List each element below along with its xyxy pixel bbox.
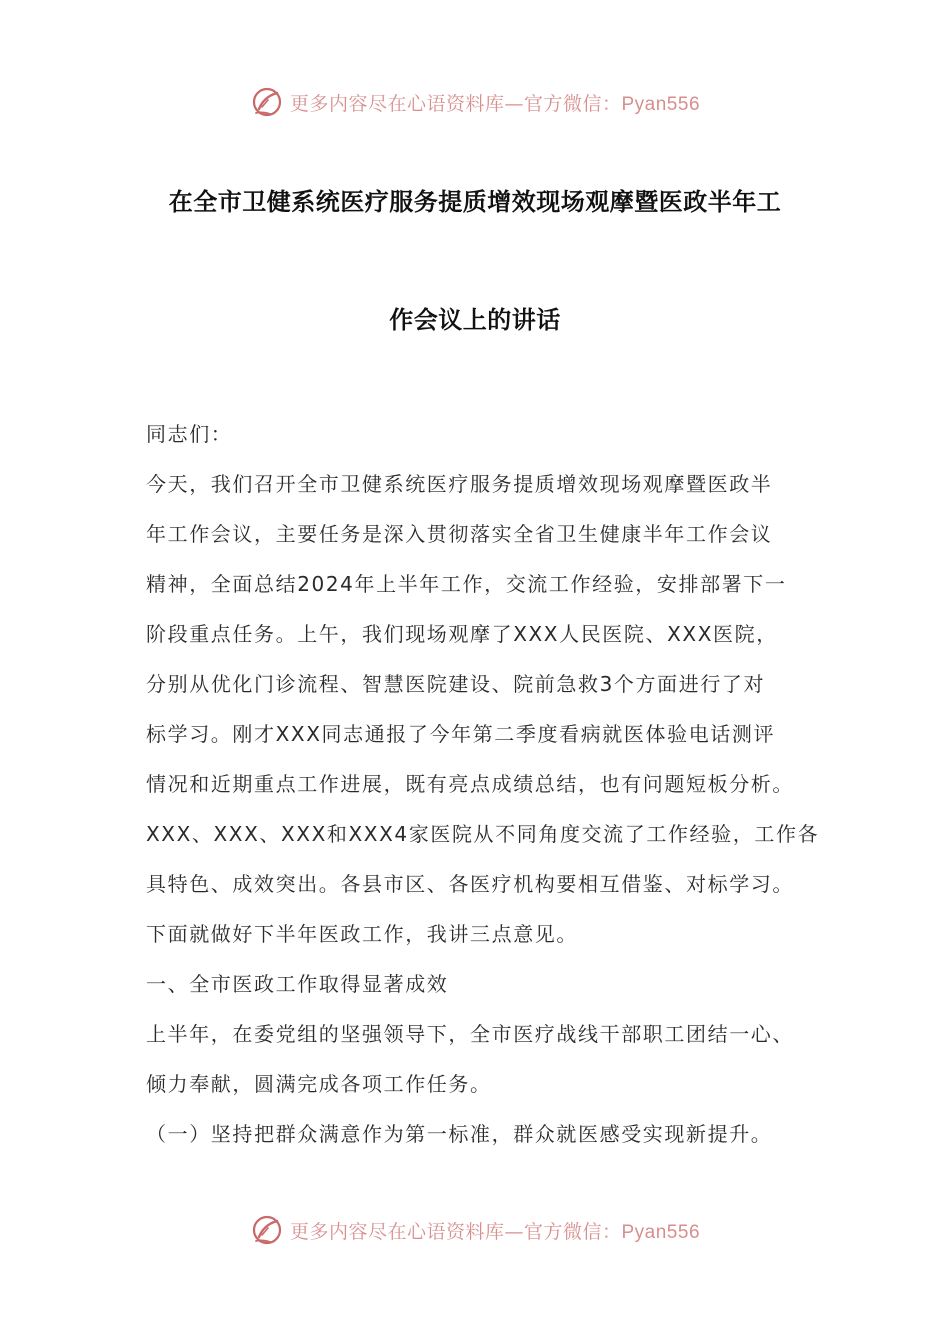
text-line: 倾力奉献，圆满完成各项工作任务。 (146, 1072, 492, 1096)
watermark-prefix: 更多内容尽在心语资料库—官方微信： (289, 92, 622, 115)
text-line: 阶段重点任务。上午，我们现场观摩了XXX人民医院、XXX医院， (146, 622, 778, 646)
subsection-heading: （一）坚持把群众满意作为第一标准，群众就医感受实现新提升。 (146, 1122, 773, 1146)
text-line: 情况和近期重点工作进展，既有亮点成绩总结，也有问题短板分析。 (146, 772, 794, 796)
watermark-text (290, 89, 700, 116)
watermark-text (290, 1217, 700, 1244)
text-line: 同志们： (146, 422, 233, 446)
text-line: 精神，全面总结2024年上半年工作，交流工作经验，安排部署下一 (146, 572, 787, 596)
text-line: 上半年，在委党组的坚强领导下，全市医疗战线干部职工团结一心、 (146, 1022, 794, 1046)
watermark-wechat-id: Pyan556 (621, 93, 701, 115)
text-line: 下面就做好下半年医政工作，我讲三点意见。 (146, 922, 578, 946)
header-watermark (0, 82, 950, 122)
watermark-wechat-id: Pyan556 (621, 1221, 701, 1243)
text-line: XXX、XXX、XXX和XXX4家医院从不同角度交流了工作经验，工作各 (146, 822, 820, 846)
document-title-line-2: 作会议上的讲话 (389, 306, 561, 334)
text-line: 年工作会议，主要任务是深入贯彻落实全省卫生健康半年工作会议 (146, 522, 773, 546)
watermark-prefix: 更多内容尽在心语资料库—官方微信： (289, 1220, 622, 1243)
text-line: 标学习。刚才XXX同志通报了今年第二季度看病就医体验电话测评 (146, 722, 776, 746)
document-body (146, 416, 820, 1166)
pen-seal-icon (250, 85, 284, 119)
watermark-group (250, 1213, 700, 1247)
text-line: 今天，我们召开全市卫健系统医疗服务提质增效现场观摩暨医政半 (146, 472, 773, 496)
footer-watermark (0, 1210, 950, 1250)
pen-seal-icon (250, 1213, 284, 1247)
text-line: 分别从优化门诊流程、智慧医院建设、院前急救3个方面进行了对 (146, 672, 766, 696)
section-heading: 一、全市医政工作取得显著成效 (146, 972, 449, 996)
text-line: 具特色、成效突出。各县市区、各医疗机构要相互借鉴、对标学习。 (146, 872, 794, 896)
document-title-line-1: 在全市卫健系统医疗服务提质增效现场观摩暨医政半年工 (168, 188, 782, 216)
watermark-group (250, 85, 700, 119)
